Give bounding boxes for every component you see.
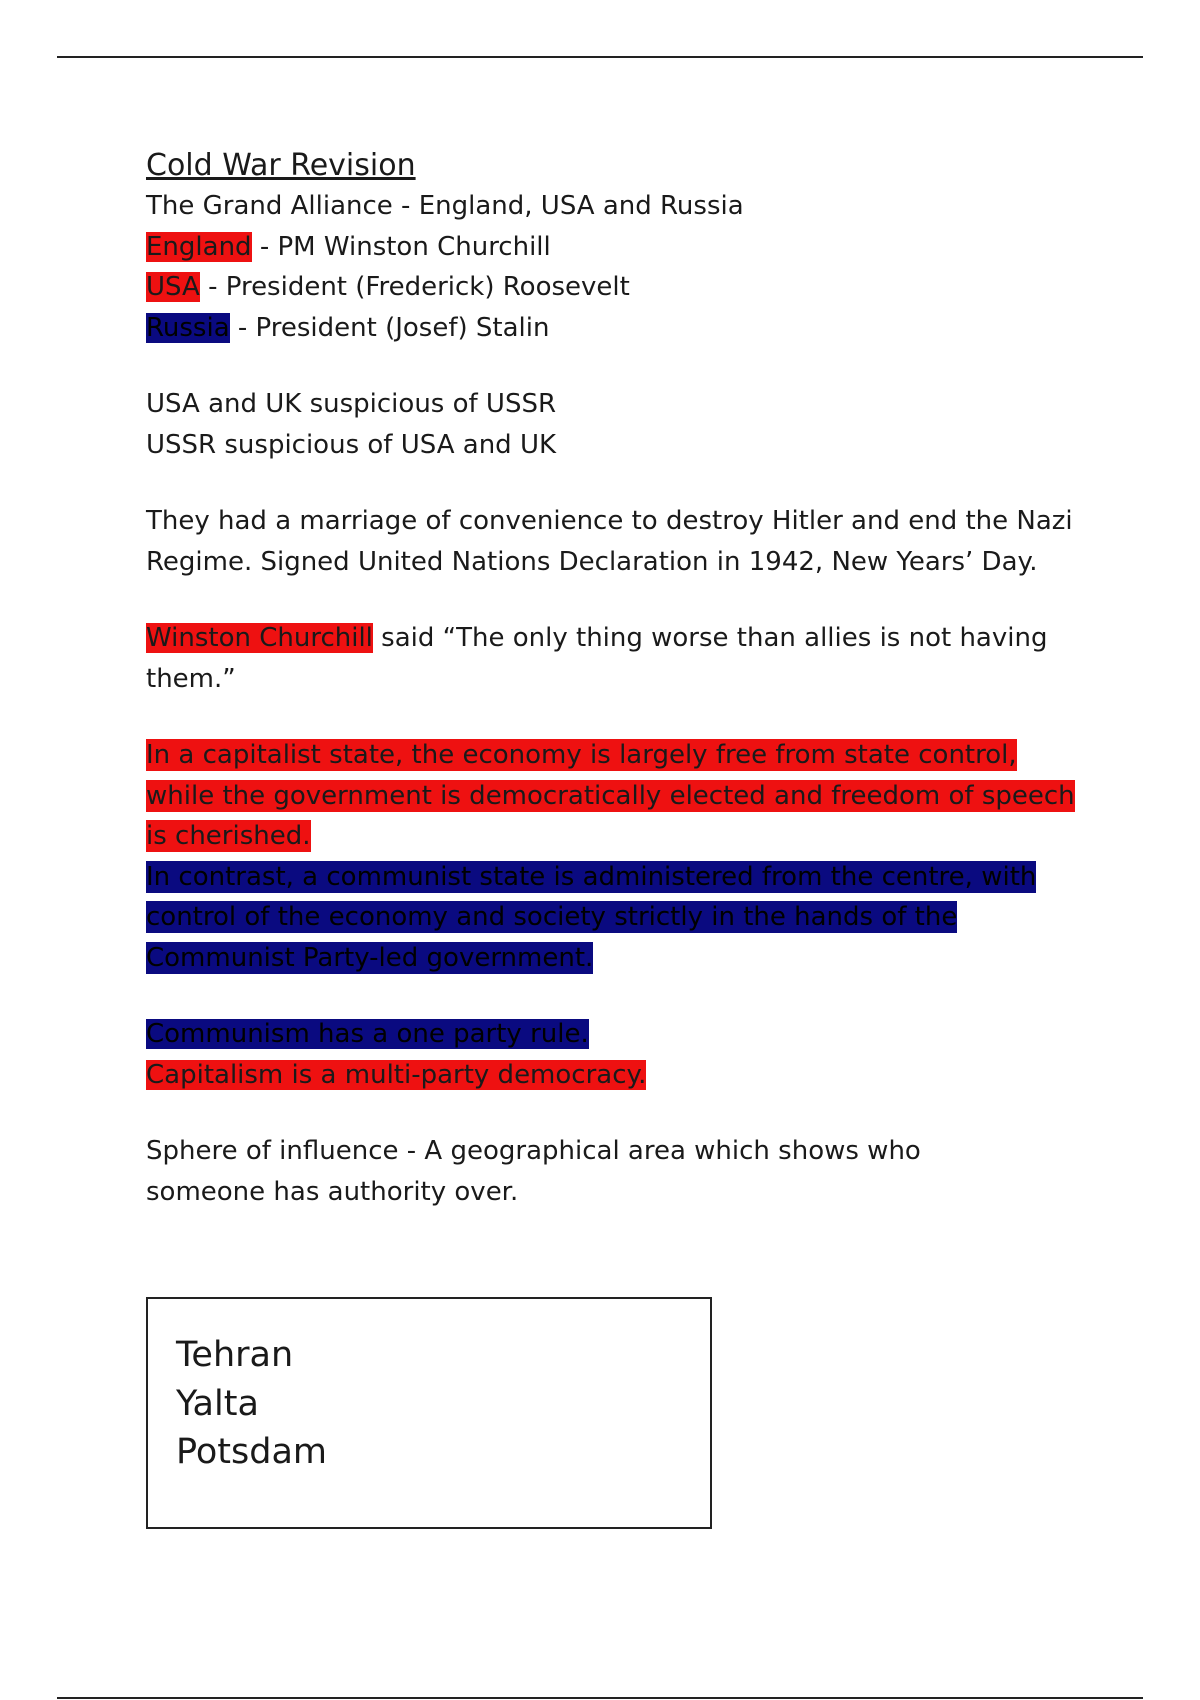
leader-line-russia [146,308,1086,349]
capitalism-rule-highlight: Capitalism is a multi-party democracy. [146,1059,647,1090]
conference-item: Yalta [176,1383,259,1424]
communism-rule-line [146,1014,1086,1055]
conferences-list [176,1331,327,1477]
document-body [146,146,1086,1212]
spacer [146,699,1086,735]
communism-rule-highlight: Communism has a one party rule. [146,1019,589,1049]
grand-alliance-line: The Grand Alliance - England, USA and Russia [146,191,744,221]
leader-line-usa [146,267,1086,308]
capitalism-rule-line [146,1055,1086,1096]
suspicion-line-1: USA and UK suspicious of USSR [146,389,557,419]
churchill-quote [146,618,1086,699]
conferences-box [146,1297,712,1529]
conference-item: Tehran [176,1335,294,1375]
spacer [146,1095,1086,1131]
document-title: Cold War Revision [146,148,416,183]
leader-text-russia: - President (Josef) Stalin [229,312,550,343]
speaker-highlight: Winston Churchill [146,623,373,653]
communism-highlight: In contrast, a communist state is administered from the centre, with control of the economy and society strictly in the hands of the Communist Party-led government. [146,861,1037,973]
suspicion-line-2: USSR suspicious of USA and UK [146,429,557,460]
bottom-rule [57,1697,1143,1699]
conference-item: Potsdam [176,1432,327,1472]
sphere-definition: Sphere of influence - A geographical area which shows who someone has authority over. [146,1136,921,1207]
country-highlight-usa: USA [146,272,200,302]
capitalism-highlight: In a capitalist state, the economy is largely free from state control, while the government is democratically elected and freedom of speech is cherished. [146,740,1075,851]
spacer [146,465,1086,501]
spacer [146,582,1086,618]
country-highlight-england: England [146,231,252,262]
leader-text-usa: - President (Frederick) Roosevelt [199,272,630,302]
spacer [146,348,1086,384]
capitalism-paragraph [146,735,1086,857]
spacer [146,978,1086,1014]
leader-line-england [146,227,1086,268]
communism-paragraph [146,857,1086,979]
country-highlight-russia: Russia [146,312,230,343]
quote-text: said “The only thing worse than allies is not having them.” [146,623,1048,694]
top-rule [57,56,1143,58]
marriage-paragraph: They had a marriage of convenience to destroy Hitler and end the Nazi Regime. Signed United Nations Declaration in 1942, New Years’ Day. [146,506,1073,577]
leader-text-england: - PM Winston Churchill [251,231,551,262]
